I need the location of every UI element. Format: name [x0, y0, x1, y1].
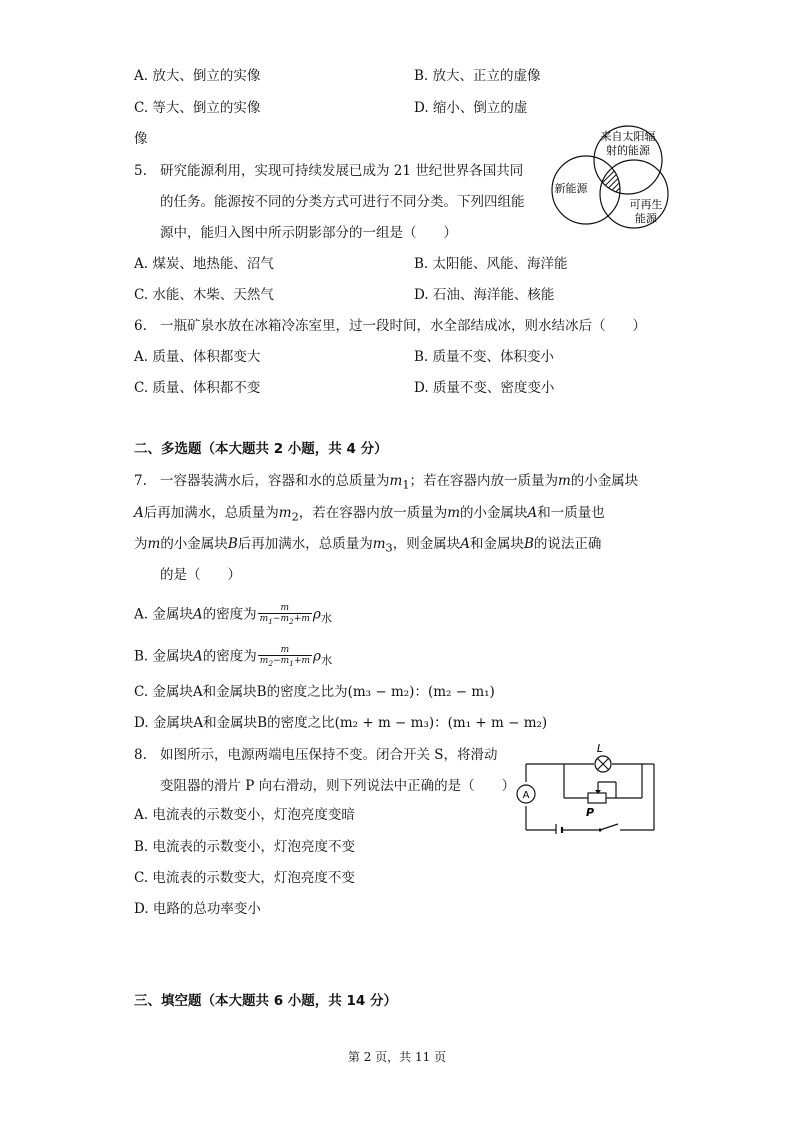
- q6-option-c[interactable]: C. 质量、体积都不变: [134, 380, 261, 396]
- venn-label-right-1: 可再生: [629, 198, 663, 211]
- q5-option-b[interactable]: B. 太阳能、风能、海洋能: [414, 256, 568, 272]
- q7-stem-line3: 为m的小金属块B后再加满水，总质量为$m_3$，则金属块A和金属块B的说法正确: [134, 536, 602, 555]
- q7-option-d[interactable]: D. 金属块A和金属块B的密度之比(m₂ + m − m₃)：(m₁ + m − m₂): [134, 715, 548, 731]
- q8-option-a[interactable]: A. 电流表的示数变小，灯泡亮度变暗: [134, 807, 355, 823]
- q7-number: 7.: [134, 473, 147, 489]
- q5-option-d[interactable]: D. 石油、海洋能、核能: [414, 287, 555, 303]
- venn-label-top-1: 来自太阳辐: [600, 130, 656, 143]
- q8-stem-line2: 变阻器的滑片 P 向右滑动，则下列说法中正确的是（ ）: [160, 778, 516, 794]
- q8-option-b[interactable]: B. 电流表的示数变小，灯泡亮度不变: [134, 839, 356, 855]
- circuit-diagram: [512, 742, 660, 834]
- section-2-title: 二、多选题（本大题共 2 小题，共 4 分）: [134, 441, 388, 457]
- section-3-title: 三、填空题（本大题共 6 小题，共 14 分）: [134, 993, 397, 1009]
- q7-option-b[interactable]: B. 金属块A的密度为 $\frac{m}{m_2-m_1+m}$ $\rho_水$: [134, 645, 333, 668]
- venn-label-left: 新能源: [554, 182, 588, 195]
- q7-option-c[interactable]: C. 金属块A和金属块B的密度之比为(m₃ − m₂)：(m₂ − m₁): [134, 684, 495, 700]
- venn-label-top-2: 射的能源: [606, 144, 650, 157]
- page-footer: 第 2 页，共 11 页: [347, 1050, 447, 1064]
- venn-label-right-2: 能源: [635, 212, 657, 225]
- lamp-label: L: [596, 742, 604, 755]
- ammeter-label: A: [522, 790, 530, 801]
- q7-stem-line4: 的是（ ）: [160, 567, 241, 583]
- q8-stem-line1: 如图所示，电源两端电压保持不变。闭合开关 S，将滑动: [160, 747, 498, 763]
- venn-diagram: [538, 122, 678, 234]
- q5-stem-line3: 源中，能归入图中所示阴影部分的一组是（ ）: [160, 225, 457, 241]
- q6-option-a[interactable]: A. 质量、体积都变大: [134, 349, 261, 365]
- q8-option-c[interactable]: C. 电流表的示数变大，灯泡亮度不变: [134, 870, 355, 886]
- q4-option-a[interactable]: A. 放大、倒立的实像: [134, 68, 261, 84]
- q6-stem: 一瓶矿泉水放在冰箱冷冻室里，过一段时间，水全部结成冰，则水结冰后（ ）: [160, 318, 646, 334]
- q6-number: 6.: [134, 318, 147, 334]
- q5-number: 5.: [134, 163, 147, 179]
- rheostat-icon: [588, 793, 606, 803]
- q5-option-a[interactable]: A. 煤炭、地热能、沼气: [134, 256, 274, 272]
- q5-option-c[interactable]: C. 水能、木柴、天然气: [134, 287, 274, 303]
- q6-option-b[interactable]: B. 质量不变、体积变小: [414, 349, 555, 365]
- q8-option-d[interactable]: D. 电路的总功率变小: [134, 901, 261, 917]
- q7-option-a[interactable]: A. 金属块A的密度为 $\frac{m}{m_1-m_2+m}$ $\rho_水$: [134, 603, 333, 626]
- q7-stem-line1: 一容器装满水后，容器和水的总质量为$m_1$；若在容器内放一质量为m的小金属块: [160, 473, 639, 492]
- q7-a-fraction: $\frac{m}{m_1-m_2+m}$: [259, 603, 310, 626]
- q4-option-c[interactable]: C. 等大、倒立的实像: [134, 100, 261, 116]
- q6-option-d[interactable]: D. 质量不变、密度变小: [414, 380, 555, 396]
- q4-option-b[interactable]: B. 放大、正立的虚像: [414, 68, 541, 84]
- q7-stem-line2: A后再加满水，总质量为$m_2$，若在容器内放一质量为m的小金属块A和一质量也: [134, 505, 605, 524]
- q5-stem-line2: 的任务。能源按不同的分类方式可进行不同分类。下列四组能: [160, 194, 525, 210]
- q4-option-d[interactable]: D. 缩小、倒立的虚: [414, 100, 528, 116]
- q8-number: 8.: [134, 747, 147, 763]
- q5-stem-line1: 研究能源利用，实现可持续发展已成为 21 世纪世界各国共同: [160, 163, 524, 179]
- q4-option-d-wrap: 像: [134, 131, 148, 147]
- q7-b-fraction: $\frac{m}{m_2-m_1+m}$: [259, 645, 311, 668]
- slider-label: P: [586, 806, 595, 819]
